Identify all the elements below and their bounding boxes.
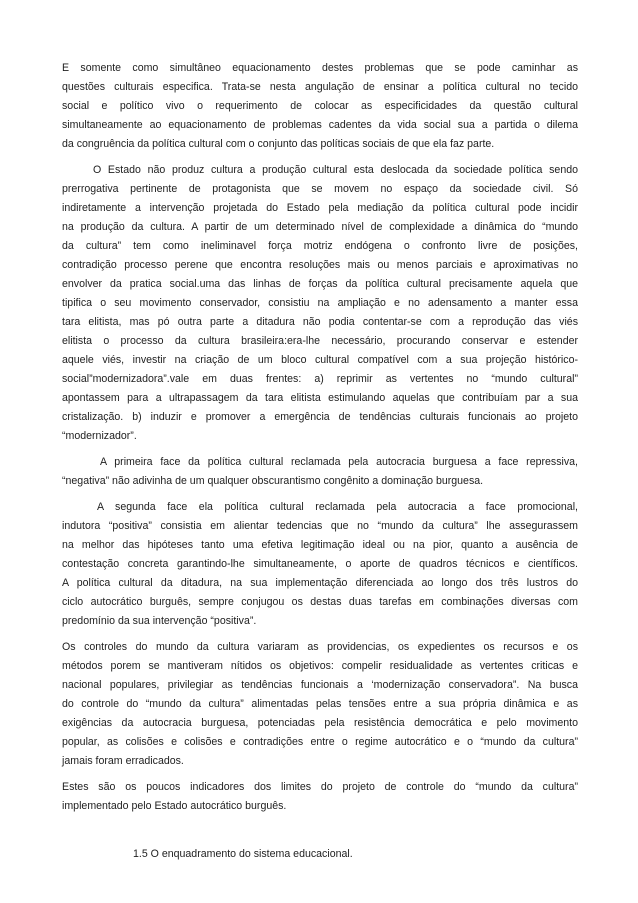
text-line: na produção da cultura. A partir de um determinado nível de complexidade a dinâmica do “mundo	[62, 221, 578, 233]
text-line: indutora “positiva” consistia em alientar tedencias que no “mundo da cultura” lhe assegurassem	[62, 520, 578, 532]
text-line: na melhor das hipóteses tanto uma efetiva legitimação ideal ou na pior, quanto a ausência de	[62, 539, 578, 551]
text-line: predomínio da sua intervenção “positiva”.	[62, 615, 257, 627]
paragraph	[62, 498, 578, 631]
text-line: ciclo autocrático burguês, sempre conjugou os destas duas tarefas em combinações diversas com	[62, 596, 578, 608]
text-line: Os controles do mundo da cultura variaram as providencias, os expedientes os recursos e os	[62, 641, 578, 653]
text-line: métodos porem se mantiveram nítidos os objetivos: compelir residualidade as vertentes criticas e	[62, 660, 578, 672]
text-line: tara elitista, mas pó outra parte a ditadura não podia contentar-se com a reprodução das viés	[62, 316, 578, 328]
text-line: da congruência da política cultural com o conjunto das políticas sociais de que ela faz parte.	[62, 138, 495, 150]
text-line: contradição processo perene que encontra resoluções mais ou menos parciais e aproximativas no	[62, 259, 578, 271]
text-line: nacional populares, privilegiar as tendências funcionais a ‘modernização conservadora”. Na busca	[62, 679, 578, 691]
text-line: implementado pelo Estado autocrático burguês.	[62, 800, 287, 812]
text-line: A primeira face da política cultural reclamada pela autocracia burguesa a face repressiva,	[100, 456, 578, 468]
paragraph	[62, 453, 578, 491]
text-line: tipifica o seu movimento conservador, consistiu na ampliação e no adensamento a manter essa	[62, 297, 578, 309]
text-line: social”modernizadora”.vale em duas frentes: a) reprimir as vertentes no “mundo cultural”	[62, 373, 578, 385]
paragraph	[62, 161, 578, 446]
text-line: “negativa” não adivinha de um qualquer obscurantismo congênito a dominação burguesa.	[62, 475, 484, 487]
text-line: simultaneamente ao equacionamento de problemas cadentes da vida social sua a partida o dilema	[62, 119, 578, 131]
text-line: popular, as colisões e colisões e contradições entre o regime autocrático e o “mundo da cultura”	[62, 736, 578, 748]
text-line: indiretamente a intervenção projetada do Estado pela mediação da política cultural pode incidir	[62, 202, 578, 214]
paragraph	[62, 778, 578, 816]
text-line: da cultura” tem como ineliminavel força motriz endógena o confronto livre de posições,	[62, 240, 578, 252]
text-line: cristalização. b) induzir e promover a emergência de tendências culturais funcionais ao projeto	[62, 411, 578, 423]
paragraph	[62, 59, 578, 154]
paragraph	[62, 638, 578, 771]
text-line: aquele viés, investir na criação de um bloco cultural compatível com a sua projeção histórico-	[62, 354, 578, 366]
text-line: A política cultural da ditadura, na sua implementação diferenciada ao longo dos três lustros do	[62, 577, 578, 589]
section-heading: 1.5 O enquadramento do sistema educacional.	[133, 848, 353, 860]
text-line: O Estado não produz cultura a produção cultural esta deslocada da sociedade política sendo	[93, 164, 578, 176]
text-line: “modernizador”.	[62, 430, 137, 442]
text-line: do controle do “mundo da cultura” alimentadas pelas tensões entre a sua própria dinâmica e as	[62, 698, 578, 710]
text-line: contestação concreta garantindo-lhe simultaneamente, o aporte de quadros técnicos e científicos.	[62, 558, 578, 570]
text-line: social e político vivo o requerimento de colocar as especificidades da questão cultural	[62, 100, 578, 112]
text-line: apontassem para a ultrapassagem da tara elitista estimulando aquelas que contribuíam par a sua	[62, 392, 578, 404]
text-line: E somente como simultâneo equacionamento destes problemas que se pode caminhar as	[62, 62, 578, 74]
text-line: envolver da pratica social.uma das linhas de forças da política cultural precisamente aquela que	[62, 278, 578, 290]
text-line: A segunda face ela política cultural reclamada pela autocracia a face promocional,	[97, 501, 578, 513]
text-line: prerrogativa pertinente de protagonista que se movem no espaço da sociedade civil. Só	[62, 183, 578, 195]
text-line: jamais foram erradicados.	[62, 755, 184, 767]
text-line: exigências da autocracia burguesa, potenciadas pela resistência democrática e pelo movimento	[62, 717, 578, 729]
document-page	[62, 59, 578, 864]
text-line: elitista o processo da cultura brasileira:era-lhe necessário, procurando conservar e estender	[62, 335, 578, 347]
text-line: questões culturais especifica. Trata-se nesta angulação de ensinar a política cultural no tecido	[62, 81, 578, 93]
text-line: Estes são os poucos indicadores dos limites do projeto de controle do “mundo da cultura”	[62, 781, 578, 793]
